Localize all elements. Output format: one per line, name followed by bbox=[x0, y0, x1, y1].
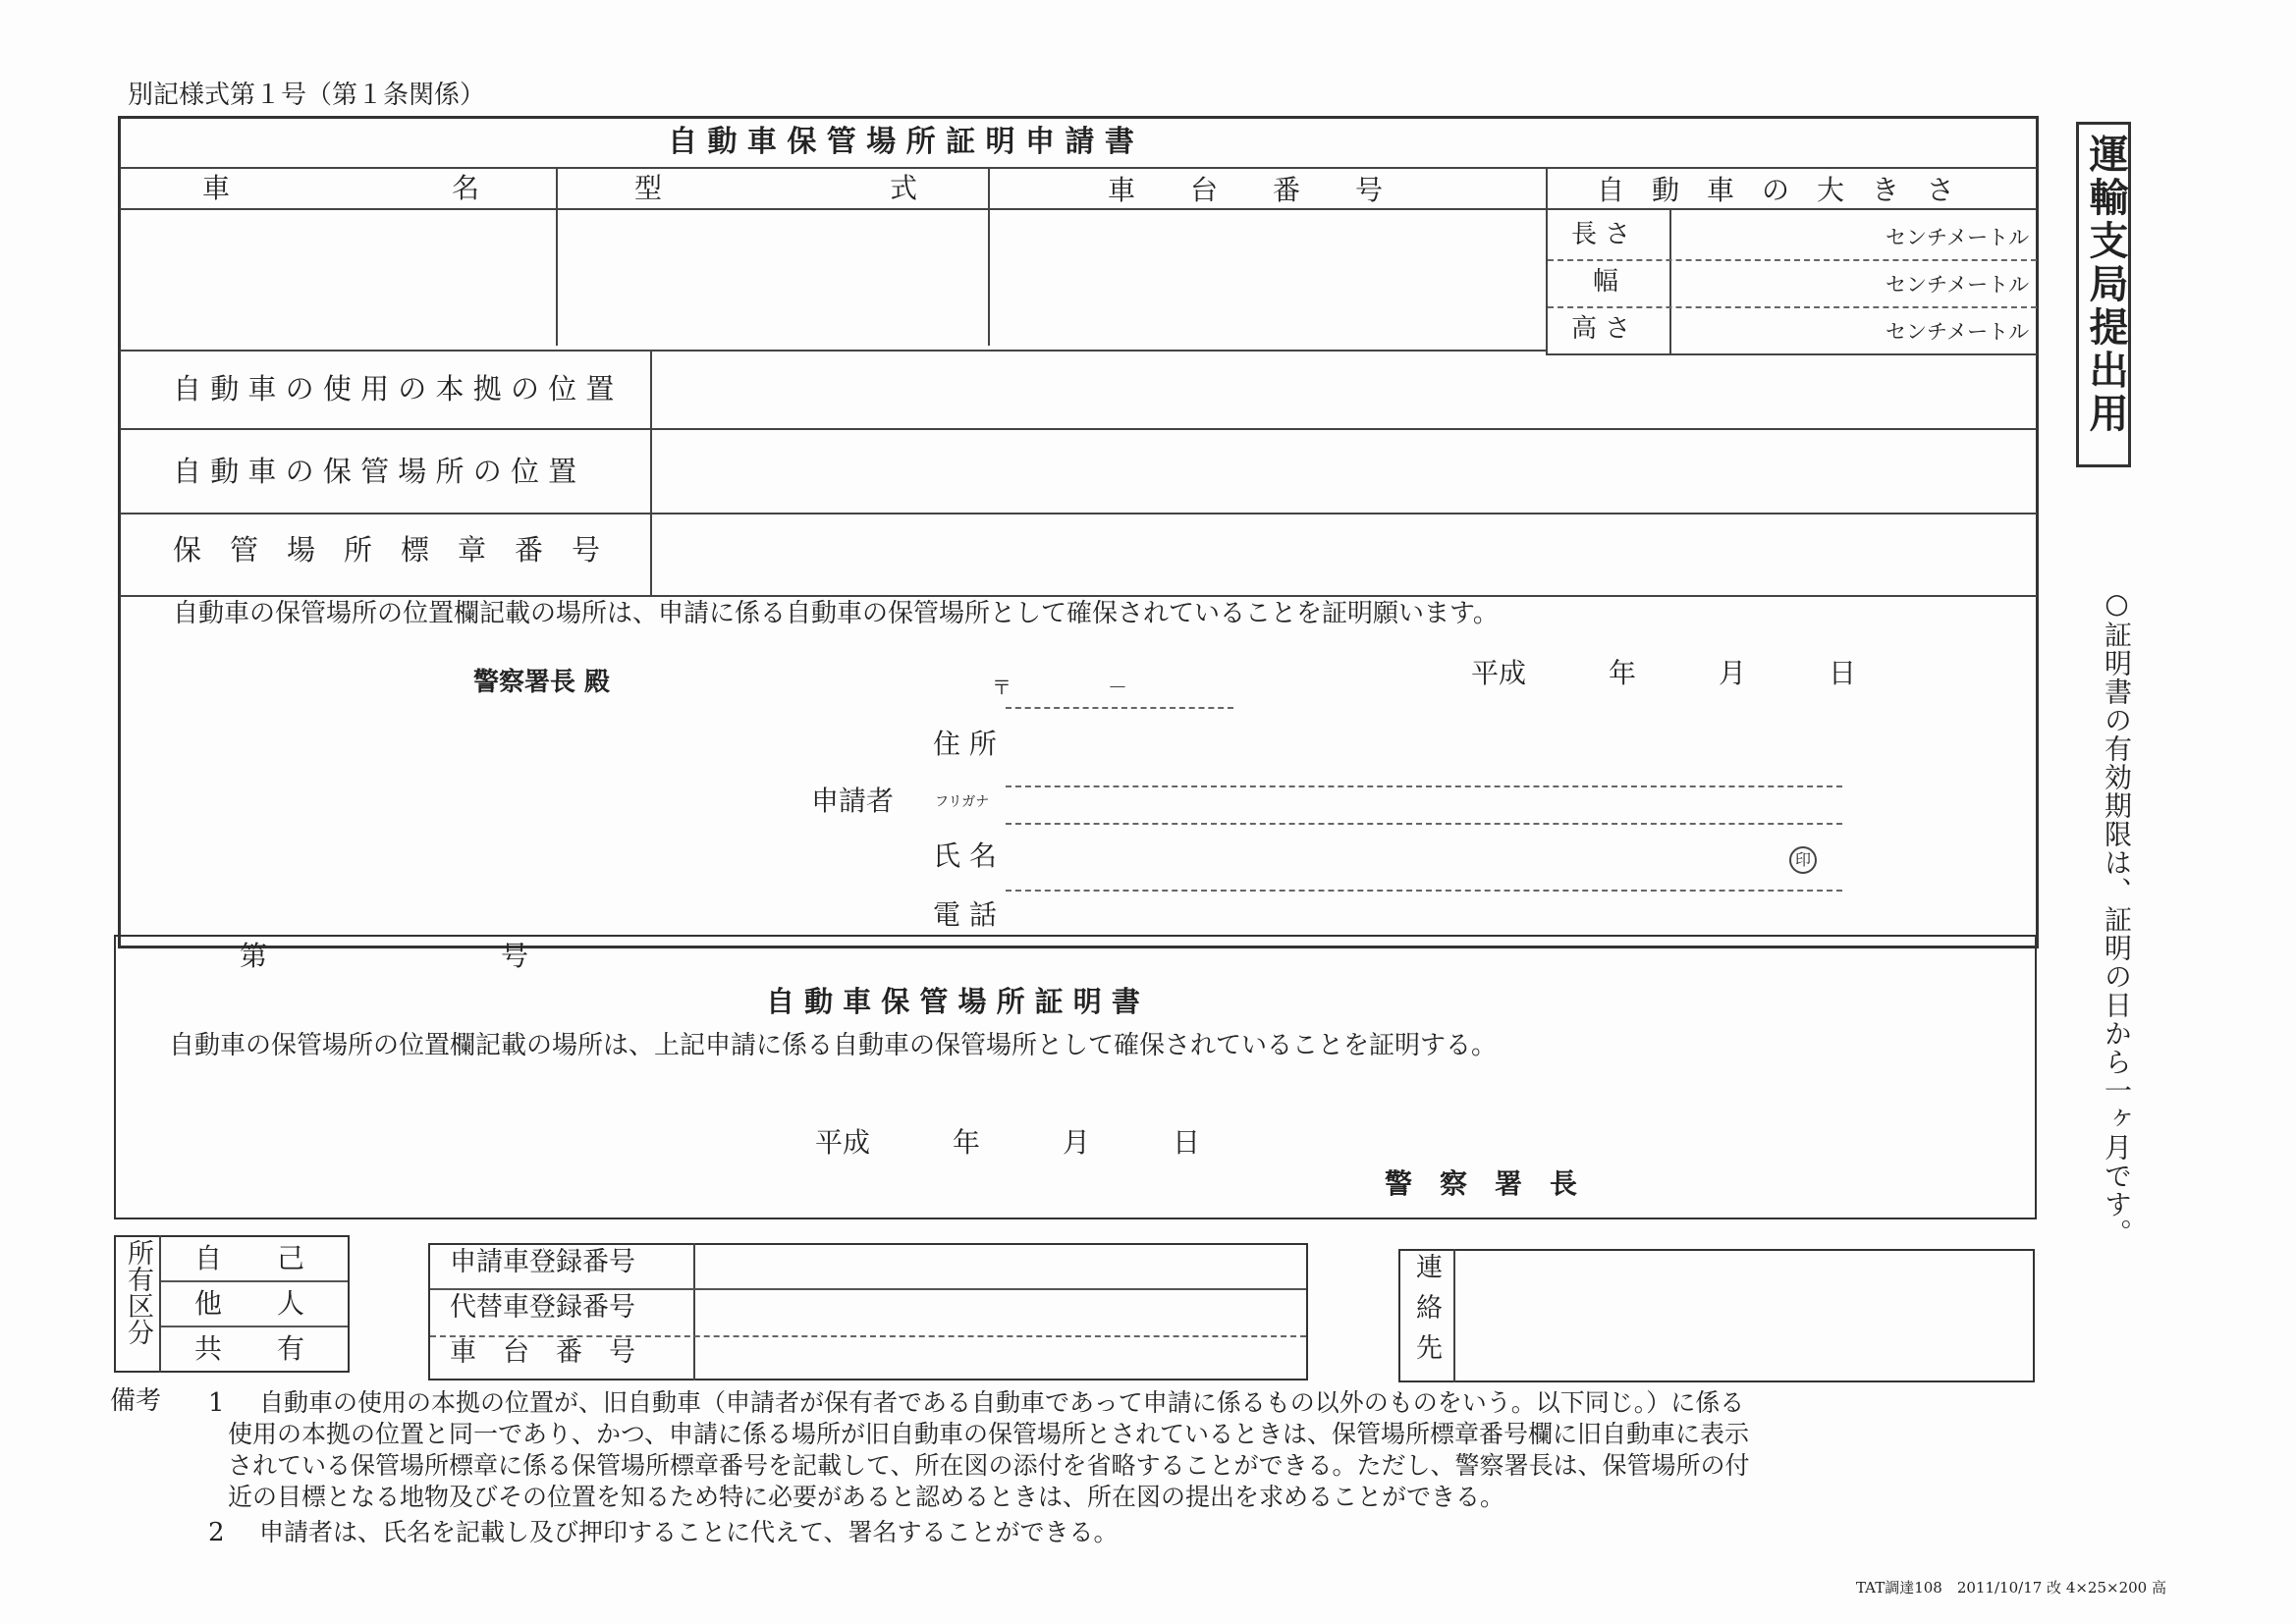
registration-chassis-field[interactable] bbox=[695, 1337, 1306, 1379]
form-code: TAT調達108 2011/10/17 改 4×25×200 高 bbox=[1856, 1579, 2166, 1597]
application-statement: 自動車の保管場所の位置欄記載の場所は、申請に係る自動車の保管場所として確保されていることを証明願います。 bbox=[173, 599, 1499, 628]
col-vehicle-name-b: 名 bbox=[452, 172, 480, 204]
width-label: 幅 bbox=[1593, 267, 1619, 297]
certificate-statement: 自動車の保管場所の位置欄記載の場所は、上記申請に係る自動車の保管場所として確保されていることを証明する。 bbox=[169, 1031, 1498, 1060]
ownership-option-shared-label: 共 有 bbox=[194, 1332, 305, 1365]
certificate-date: 平成 年 月 日 bbox=[815, 1126, 1201, 1159]
use-base-label: 自 動 車 の 使 用 の 本 拠 の 位 置 bbox=[173, 372, 615, 406]
address-field[interactable] bbox=[1006, 727, 1840, 784]
certificate-number-suffix: 号 bbox=[501, 940, 529, 972]
certificate-title: 自 動 車 保 管 場 所 証 明 書 bbox=[766, 985, 1140, 1018]
applicant-registration-label: 申請車登録番号 bbox=[450, 1247, 635, 1277]
remarks-item1-line3: されている保管場所標章に係る保管場所標章番号を記載して、所在図の添付を省略することができる。ただし、警察署長は、保管場所の付 bbox=[228, 1451, 1750, 1480]
form-header-note: 別記様式第１号（第１条関係） bbox=[128, 81, 486, 110]
furigana-field[interactable] bbox=[1006, 787, 1840, 823]
width-unit: センチメートル bbox=[1886, 273, 2030, 297]
seal-text: 印 bbox=[1794, 850, 1811, 869]
col-vehicle-name-a: 車 bbox=[202, 172, 231, 204]
application-date: 平成 年 月 日 bbox=[1471, 657, 1857, 689]
col-model-a: 型 bbox=[634, 172, 663, 204]
certificate-number-field[interactable] bbox=[281, 939, 493, 976]
application-title: 自 動 車 保 管 場 所 証 明 申 請 書 bbox=[668, 125, 1134, 159]
storage-label-number-label: 保 管 場 所 標 章 番 号 bbox=[173, 533, 601, 567]
certificate-number-prefix: 第 bbox=[240, 940, 268, 972]
contact-field[interactable] bbox=[1455, 1251, 2033, 1380]
address-label: 住 所 bbox=[933, 728, 997, 760]
remarks-item1-line2: 使用の本拠の位置と同一であり、かつ、申請に係る場所が旧自動車の保管場所とされているときは、保管場所標章番号欄に旧自動車に表示 bbox=[228, 1420, 1750, 1448]
remarks-item2: 申請者は、氏名を記載し及び押印することに代えて、署名することができる。 bbox=[259, 1518, 1119, 1546]
remarks-item2-number: 2 bbox=[208, 1518, 225, 1547]
certificate-issuer: 警 察 署 長 bbox=[1385, 1167, 1578, 1200]
remarks-item1-number: 1 bbox=[208, 1388, 225, 1418]
applicant-label: 申請者 bbox=[811, 785, 895, 817]
vehicle-name-field[interactable] bbox=[122, 210, 554, 346]
ownership-option-self-label: 自 己 bbox=[194, 1242, 305, 1274]
postal-mark: 〒 bbox=[992, 676, 1011, 699]
ownership-option-other[interactable] bbox=[161, 1282, 348, 1326]
storage-location-field[interactable] bbox=[654, 432, 2035, 520]
chassis-number-field[interactable] bbox=[990, 210, 1544, 348]
height-label: 高 さ bbox=[1571, 314, 1631, 344]
remarks-item1-line4: 近の目標となる地物及びその位置を知るため特に必要があると認めるときは、所在図の提出を求めることができる。 bbox=[228, 1483, 1505, 1511]
use-base-field[interactable] bbox=[654, 355, 2035, 438]
col-vehicle-size: 自 動 車 の 大 き さ bbox=[1597, 174, 1955, 206]
furigana-label: フリガナ bbox=[935, 794, 990, 810]
substitute-registration-field[interactable] bbox=[695, 1290, 1306, 1333]
applicant-registration-field[interactable] bbox=[695, 1245, 1306, 1288]
ownership-option-self[interactable] bbox=[161, 1237, 348, 1280]
name-label: 氏 名 bbox=[933, 839, 997, 872]
addressee: 警察署長 殿 bbox=[473, 668, 611, 697]
postal-code-field[interactable] bbox=[1011, 664, 1231, 703]
ownership-label: 所有区分 bbox=[123, 1239, 153, 1345]
certificate-section bbox=[114, 935, 2037, 1219]
remarks-label: 備考 bbox=[110, 1386, 162, 1416]
ownership-option-shared[interactable] bbox=[161, 1327, 348, 1371]
vehicle-model-field[interactable] bbox=[558, 210, 986, 346]
remarks-item1-line1: 自動車の使用の本拠の位置が、旧自動車（申請者が保有者である自動車であって申請に係るもの以外のものをいう。以下同じ。）に係る bbox=[259, 1388, 1745, 1417]
storage-label-number-field[interactable] bbox=[654, 516, 2035, 593]
registration-chassis-label: 車 台 番 号 bbox=[450, 1337, 635, 1368]
storage-location-label: 自 動 車 の 保 管 場 所 の 位 置 bbox=[173, 455, 577, 488]
contact-label: 連絡先 bbox=[1411, 1253, 1442, 1374]
substitute-registration-label: 代替車登録番号 bbox=[450, 1292, 635, 1323]
seal-mark bbox=[1789, 846, 1817, 874]
phone-label: 電 話 bbox=[933, 898, 997, 931]
col-chassis-number: 車 台 番 号 bbox=[1108, 174, 1384, 206]
postal-dash: － bbox=[1108, 676, 1127, 699]
length-label: 長 さ bbox=[1571, 220, 1631, 249]
length-unit: センチメートル bbox=[1886, 226, 2030, 249]
submission-label: 運輸支局提出用 bbox=[2083, 134, 2128, 436]
ownership-option-other-label: 他 人 bbox=[194, 1287, 305, 1320]
validity-note: ○証明書の有効期限は、証明の日から一ヶ月です。 bbox=[2101, 587, 2133, 1247]
name-field[interactable] bbox=[1006, 831, 1781, 886]
height-unit: センチメートル bbox=[1886, 320, 2030, 344]
col-model-b: 式 bbox=[890, 172, 918, 204]
